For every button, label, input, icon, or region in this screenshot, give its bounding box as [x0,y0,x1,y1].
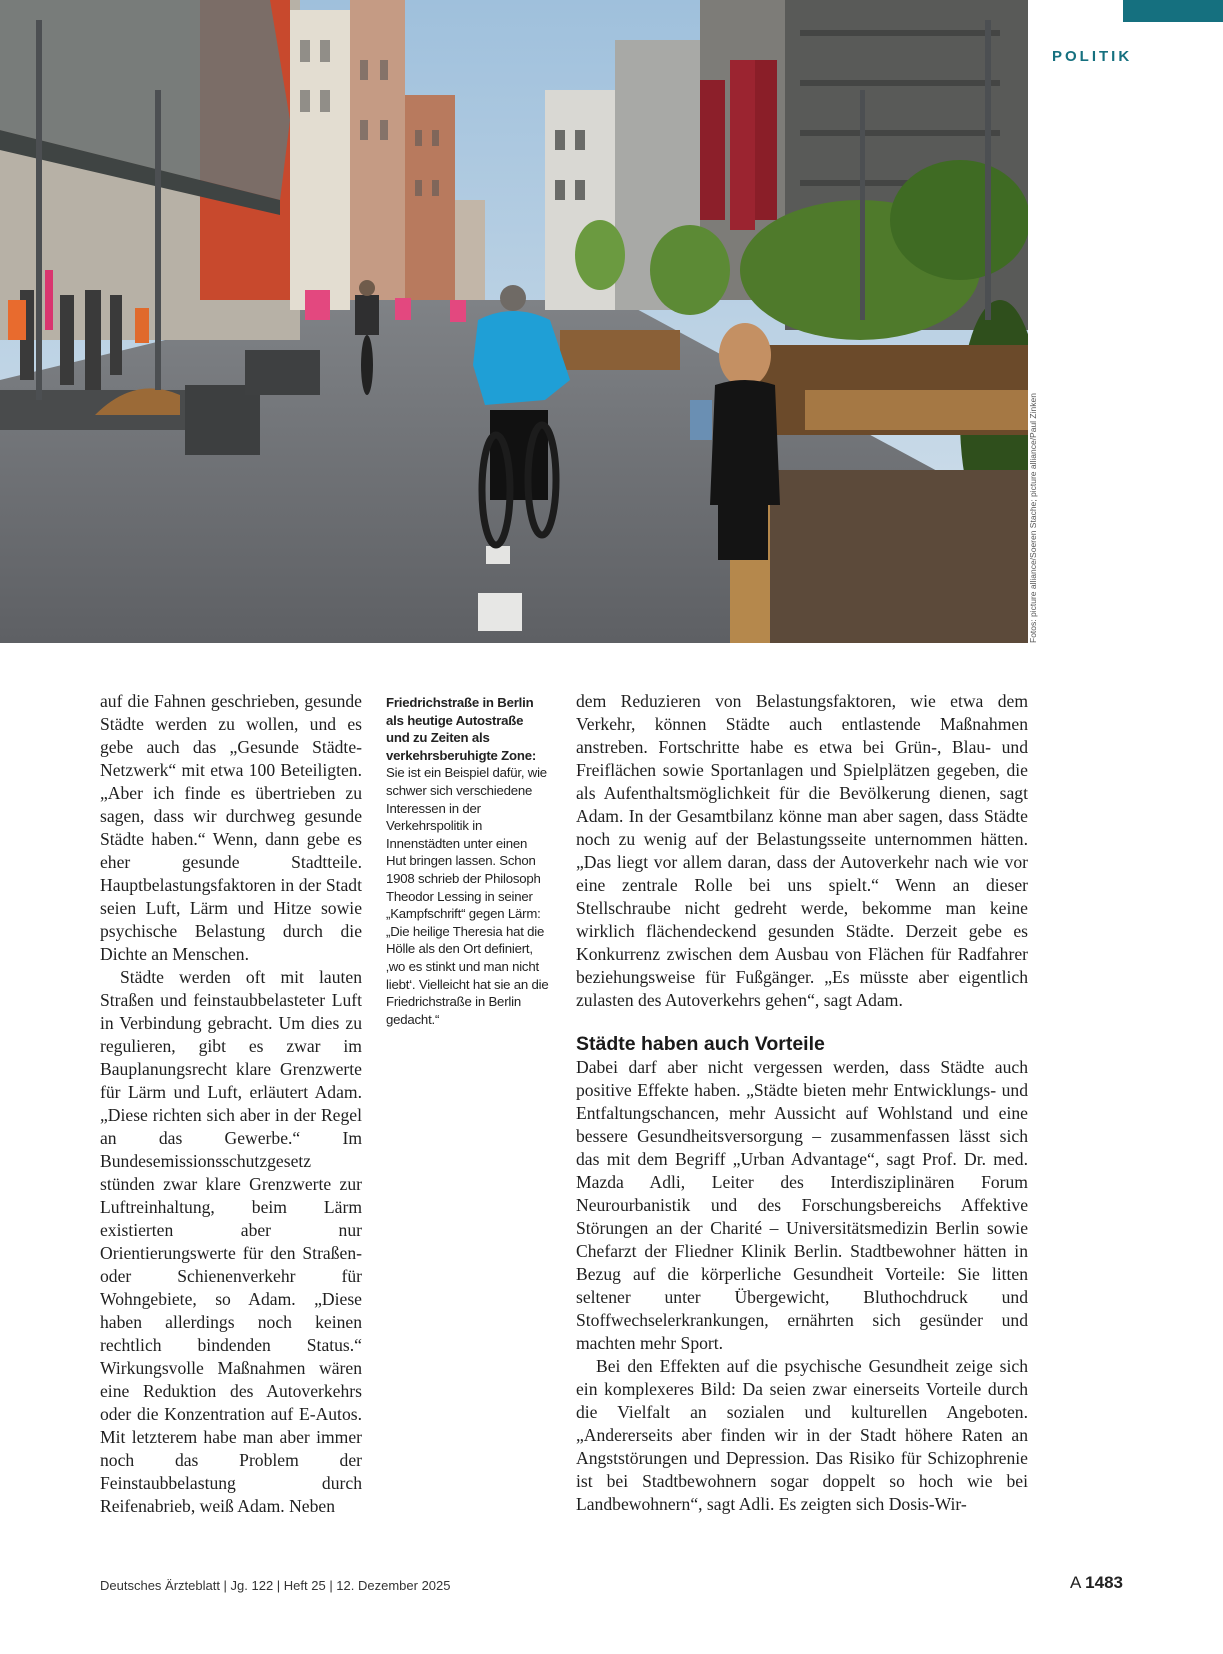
page-number: 1483 [1085,1573,1123,1592]
page-prefix: A [1070,1573,1081,1592]
paragraph: Dabei darf aber nicht vergessen werden, dass Städte auch positive Effekte haben. „Städte bieten mehr Entwicklungs- und Entfaltungschancen, mehr Aussicht auf Wohlstand und eine bessere Gesundheitsversorgung – zusammenfassen lässt sich das mit dem Begriff „Urban Advantage“, sagt Prof. Dr. med. Mazda Adli, Leiter des Interdisziplinären Forum Neurourbanistik und des Forschungsbereichs Affektive Störungen an der Charité – Universitätsmedizin Berlin sowie Chefarzt der Fliedner Klinik Berlin. Stadtbewohner hätten in Bezug auf die körperliche Gesundheit Vorteile: Sie litten seltener unter Übergewicht, Bluthochdruck und Stoffwechselerkrankungen, ernährten sich gesünder und machten mehr Sport. [576,1057,1028,1353]
footer-journal: Deutsches Ärzteblatt | Jg. 122 | Heft 25 | 12. Dezember 2025 [100,1578,451,1593]
caption-title: Friedrichstraße in Berlin als heutige Autostraße und zu Zeiten als verkehrsberuhigte Zone: [386,695,537,763]
column-2 [576,690,1028,1516]
photo-credit: Fotos: picture alliance/Soeren Stache; picture alliance/Paul Zinken [1028,393,1038,643]
street-photo [0,0,1028,643]
paragraph: auf die Fahnen geschrieben, gesunde Städte werden zu wollen, und es gebe auch das „Gesunde Städte-Netzwerk“ mit etwa 100 Beteiligten. „Aber ich finde es übertrieben zu sagen, dass wir durchweg gesunde Städte haben.“ Wenn, dann gebe es eher gesunde Stadtteile. Hauptbelastungsfaktoren in der Stadt seien Luft, Lärm und Hitze sowie psychische Belastung durch die Dichte an Menschen. [100,691,362,964]
column-1 [100,690,362,1518]
accent-bar [1123,0,1223,22]
page-number-block [1070,1573,1123,1593]
paragraph: Städte werden oft mit lauten Straßen und feinstaubbelasteter Luft in Verbindung gebracht. Um dies zu regulieren, gibt es zwar im Bauplanungsrecht klare Grenzwerte für Lärm und Luft, erläutert Adam. „Diese richten sich aber in der Regel an das Gewerbe.“ Im Bundesemissionsschutzgesetz stünden zwar klare Grenzwerte zur Luftreinhaltung, beim Lärm existierten aber nur Orientierungswerte für den Straßen- oder Schienenverkehr für Wohngebiete, so Adam. „Diese haben allerdings noch keinen rechtlich bindenden Status.“ Wirkungsvolle Maßnahmen wären eine Reduktion des Autoverkehrs oder die Konzentration auf E-Autos. Mit letzterem habe man aber immer noch das Problem der Feinstaubbelastung durch Reifenabrieb, weiß Adam. Neben [100,967,362,1516]
subheading: Städte haben auch Vorteile [576,1033,825,1055]
photo-caption [386,694,550,1028]
section-label: POLITIK [1052,48,1133,65]
paragraph: dem Reduzieren von Belastungsfaktoren, wie etwa dem Verkehr, können Städte auch entlastende Maßnahmen anstreben. Fortschritte habe es etwa bei Grün-, Blau- und Freiflächen sowie Sportanlagen und Spielplätzen gegeben, die als Aufenthaltsmöglichkeit für die Bevölkerung dienen, sagt Adam. In der Gesamtbilanz könne man aber sagen, dass Städte noch zu wenig auf der Belastungsseite unternommen hätten. „Das liegt vor allem daran, dass der Autoverkehr nach wie vor eine zentrale Rolle bei uns spielt.“ Wenn an dieser Stellschraube nicht gedreht werde, bekomme man keine wirklich flächendeckend gesunden Städte. Derzeit gebe es Konkurrenz zwischen dem Ausbau von Flächen für Radfahrer beziehungsweise für Fußgänger. „Es müsste aber eigentlich zulasten des Autoverkehrs gehen“, sagt Adam. [576,691,1028,1010]
caption-text: Sie ist ein Beispiel dafür, wie schwer sich verschiedene Interessen in der Verkehrspolitik in Innenstädten unter einen Hut bringen lassen. Schon 1908 schrieb der Philosoph Theodor Lessing in seiner „Kampfschrift“ gegen Lärm: „Die heilige Theresia hat die Hölle als den Ort definiert, ‚wo es stinkt und man nicht liebt‘. Vielleicht hat sie an die Friedrichstraße in Berlin gedacht.“ [386,765,549,1027]
paragraph: Bei den Effekten auf die psychische Gesundheit zeige sich ein komplexeres Bild: Da seien zwar einerseits Vorteile durch die Vielfalt an sozialen und kulturellen Angeboten. „Andererseits aber finden wir in der Stadt höhere Raten an Angststörungen und Depression. Das Risiko für Schizophrenie ist bei Stadtbewohnern sogar doppelt so hoch wie bei Landbewohnern“, sagt Adli. Es zeigten sich Dosis-Wir- [576,1356,1028,1514]
